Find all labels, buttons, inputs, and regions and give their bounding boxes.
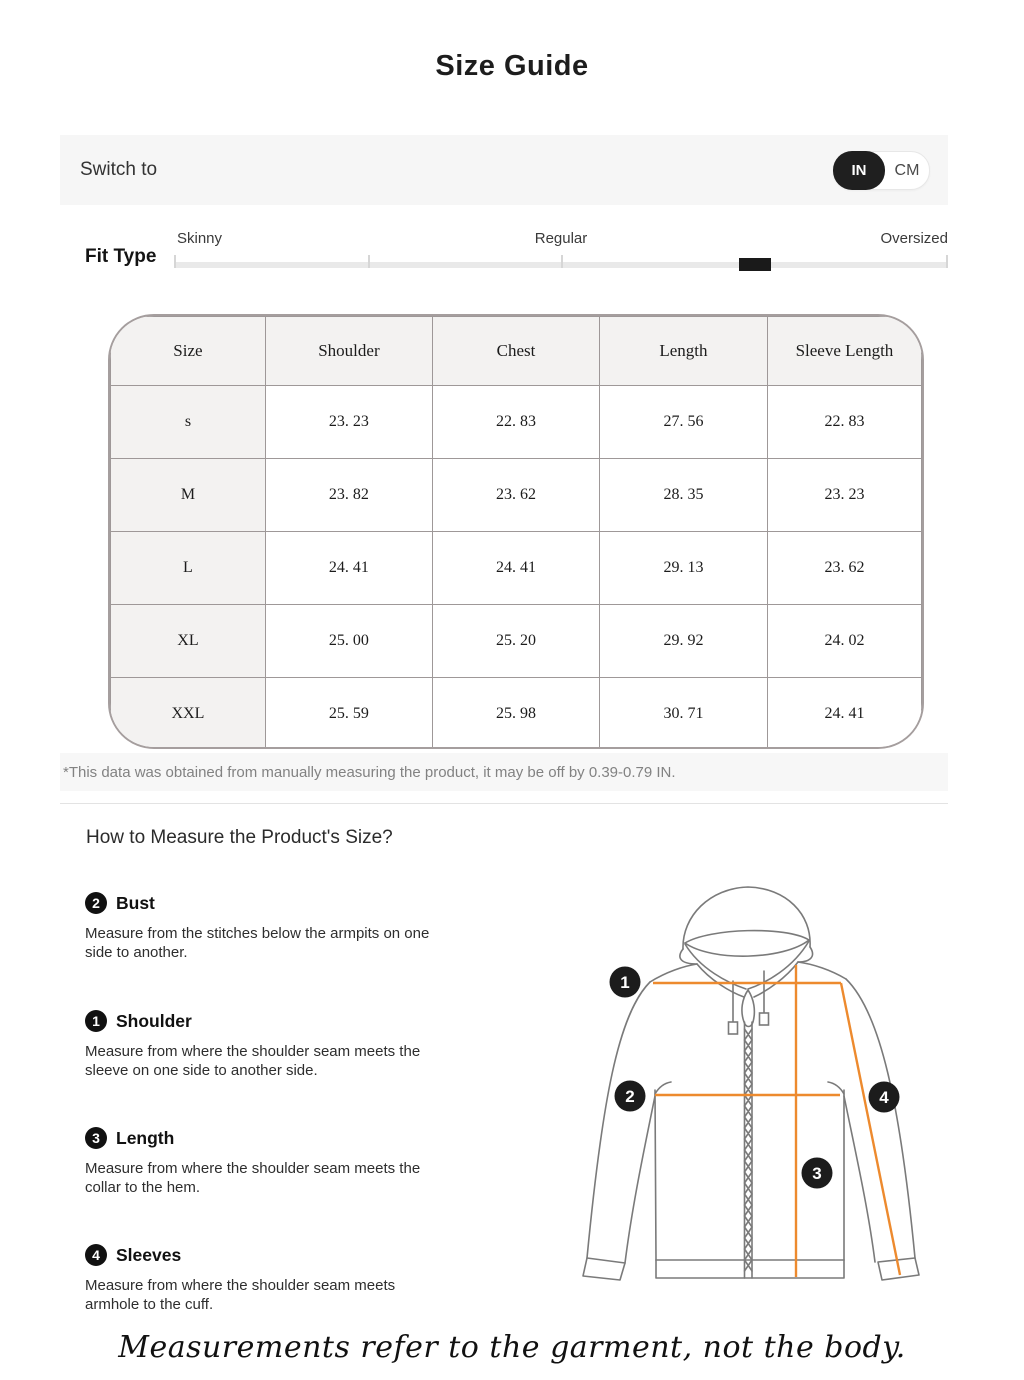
cell-value: 23. 62 <box>432 459 599 532</box>
col-header-shoulder: Shoulder <box>265 317 432 386</box>
svg-text:1: 1 <box>620 973 630 992</box>
diagram-badge-4 <box>869 1082 900 1113</box>
diagram-badge-3 <box>802 1158 833 1189</box>
measure-item-description: Measure from where the shoulder seam meets armhole to the cuff. <box>85 1277 396 1314</box>
measure-item-label: Sleeves <box>116 1244 182 1265</box>
measure-item-header <box>85 1127 460 1149</box>
cell-value: 27. 56 <box>600 386 768 459</box>
fit-type-label: Fit Type <box>85 246 157 267</box>
fit-option-regular: Regular <box>534 230 588 247</box>
row-size-label: XL <box>111 605 266 678</box>
cell-value: 22. 83 <box>767 386 921 459</box>
cell-value: 23. 82 <box>265 459 432 532</box>
size-table <box>108 314 924 749</box>
cell-value: 24. 41 <box>432 532 599 605</box>
hoodie-measurement-diagram <box>560 872 980 1312</box>
measure-item-label: Length <box>116 1127 175 1148</box>
row-size-label: XXL <box>111 678 266 750</box>
cell-value: 25. 59 <box>265 678 432 750</box>
cell-value: 23. 23 <box>265 386 432 459</box>
fit-option-oversized: Oversized <box>880 230 948 247</box>
svg-text:3: 3 <box>812 1164 822 1183</box>
measure-item-header <box>85 892 460 914</box>
table-row <box>111 459 922 532</box>
diagram-badge-1 <box>610 967 641 998</box>
measurement-disclaimer-note: *This data was obtained from manually measuring the product, it may be off by 0.39-0.79 IN. <box>60 753 948 791</box>
zipper-zigzag <box>745 1029 753 1271</box>
section-divider <box>60 803 948 804</box>
table-row <box>111 605 922 678</box>
number-badge: 4 <box>85 1244 107 1266</box>
measure-item-header <box>85 1010 460 1032</box>
cell-value: 23. 62 <box>767 532 921 605</box>
measure-item-description: Measure from where the shoulder seam meets the collar to the hem. <box>85 1160 421 1197</box>
table-row <box>111 386 922 459</box>
page-title: Size Guide <box>435 50 589 82</box>
switch-to-label: Switch to <box>80 159 158 180</box>
garment-disclaimer-text: Measurements refer to the garment, not the body. <box>118 1330 906 1365</box>
fit-slider-marker <box>739 258 771 271</box>
col-header-length: Length <box>600 317 768 386</box>
measure-item-label: Bust <box>116 892 155 913</box>
fit-option-skinny: Skinny <box>177 230 223 247</box>
row-size-label: s <box>111 386 266 459</box>
measure-item-label: Shoulder <box>116 1010 192 1031</box>
measure-item-sleeves <box>85 1244 460 1314</box>
cell-value: 24. 02 <box>767 605 921 678</box>
unit-option-in[interactable]: IN <box>833 151 885 190</box>
number-badge: 2 <box>85 892 107 914</box>
cell-value: 25. 20 <box>432 605 599 678</box>
table-row <box>111 532 922 605</box>
fit-slider-tick <box>946 255 948 268</box>
col-header-size: Size <box>111 317 266 386</box>
cell-value: 30. 71 <box>600 678 768 750</box>
unit-switch-bar <box>60 135 948 205</box>
how-to-measure-heading: How to Measure the Product's Size? <box>86 827 393 848</box>
table-row <box>111 678 922 750</box>
cell-value: 25. 98 <box>432 678 599 750</box>
measure-item-bust <box>85 892 460 962</box>
cell-value: 29. 92 <box>600 605 768 678</box>
measurement-lines <box>653 965 900 1277</box>
fit-slider-tick <box>368 255 370 268</box>
fit-slider-tick <box>561 255 563 268</box>
col-header-chest: Chest <box>432 317 599 386</box>
fit-slider-tick <box>174 255 176 268</box>
col-header-sleeve-length: Sleeve Length <box>767 317 921 386</box>
cell-value: 22. 83 <box>432 386 599 459</box>
measure-item-description: Measure from the stitches below the armpits on one side to another. <box>85 925 430 962</box>
number-badge: 3 <box>85 1127 107 1149</box>
unit-toggle[interactable] <box>833 151 930 190</box>
cell-value: 28. 35 <box>600 459 768 532</box>
row-size-label: L <box>111 532 266 605</box>
measure-item-description: Measure from where the shoulder seam meets the sleeve on one side to another side. <box>85 1043 421 1080</box>
cell-value: 24. 41 <box>767 678 921 750</box>
measure-item-length <box>85 1127 460 1197</box>
table-header-row <box>111 317 922 386</box>
unit-option-cm[interactable]: CM <box>894 161 920 179</box>
measure-item-header <box>85 1244 460 1266</box>
measure-item-shoulder <box>85 1010 460 1080</box>
diagram-badge-2 <box>615 1081 646 1112</box>
svg-text:4: 4 <box>879 1088 889 1107</box>
cell-value: 24. 41 <box>265 532 432 605</box>
cell-value: 25. 00 <box>265 605 432 678</box>
number-badge: 1 <box>85 1010 107 1032</box>
row-size-label: M <box>111 459 266 532</box>
svg-text:2: 2 <box>625 1087 635 1106</box>
cell-value: 29. 13 <box>600 532 768 605</box>
fit-type-slider <box>174 230 948 275</box>
cell-value: 23. 23 <box>767 459 921 532</box>
